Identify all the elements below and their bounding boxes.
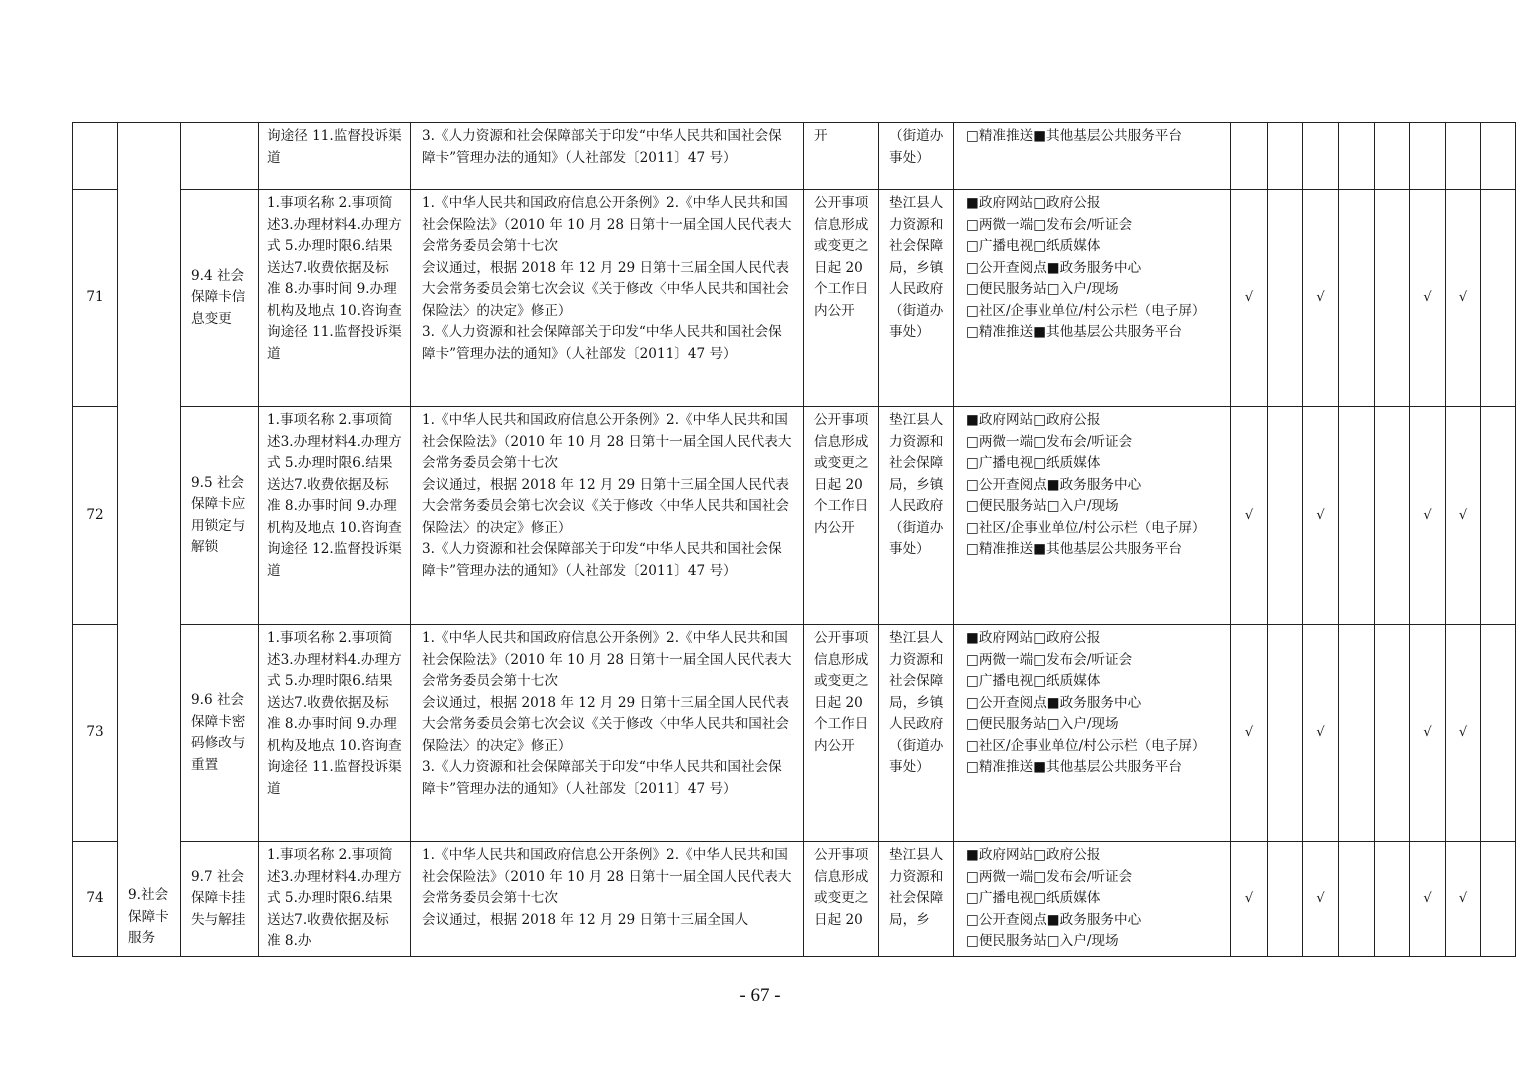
- disclosure-content-cell: 1.事项名称 2.事项简述3.办理材料4.办理方式 5.办理时限6.结果送达7.收费依据及标准 8.办事时间 9.办理机构及地点 10.咨询查询途径 11.监督投诉渠道: [259, 625, 411, 842]
- check-mark-cell: [1339, 407, 1375, 625]
- check-mark-cell: √: [1446, 842, 1481, 957]
- check-mark-cell: [1339, 842, 1375, 957]
- disclosure-channel-cell: [954, 842, 1231, 957]
- disclosure-time-cell: 公开事项信息形成或变更之日起 20: [804, 842, 879, 957]
- channel-line: □广播电视□纸质媒体: [966, 890, 1101, 906]
- row-number-cell: 71: [73, 190, 118, 407]
- disclosure-subject-cell: 垫江县人力资源和社会保障局，乡: [879, 842, 954, 957]
- check-mark-cell: √: [1231, 407, 1268, 625]
- channel-line: □精准推送■其他基层公共服务平台: [966, 541, 1182, 557]
- basis-paragraph: 1.《中华人民共和国政府信息公开条例》2.《中华人民共和国社会保险法》（2010 年 10 月 28 日第十一届全国人民代表大会常务委员会第十七次: [422, 847, 792, 906]
- check-mark-cell: [1481, 842, 1516, 957]
- check-mark-cell: √: [1410, 842, 1446, 957]
- check-mark-cell: √: [1446, 407, 1481, 625]
- channel-line: □两微一端□发布会/听证会: [966, 433, 1133, 450]
- table-row: [73, 190, 1516, 407]
- subcategory-cell: 9.7 社会保障卡挂失与解挂: [181, 842, 259, 957]
- check-mark-cell: [1375, 407, 1410, 625]
- check-mark-cell: [1410, 123, 1446, 190]
- table-row: [73, 842, 1516, 957]
- table-row: [73, 625, 1516, 842]
- channel-line: □便民服务站□入户/现场: [966, 933, 1119, 949]
- channel-line: □广播电视□纸质媒体: [966, 673, 1101, 689]
- check-mark-cell: √: [1303, 407, 1339, 625]
- basis-paragraph: 会议通过，根据 2018 年 12 月 29 日第十三届全国人民代表大会常务委员会第七次会议《关于修改〈中华人民共和国社会保险法〉的决定》修正）: [422, 476, 790, 536]
- subcategory-cell: 9.6 社会保障卡密码修改与重置: [181, 625, 259, 842]
- check-mark-cell: [1375, 842, 1410, 957]
- check-mark-cell: [1481, 625, 1516, 842]
- subcategory-cell: 9.4 社会保障卡信息变更: [181, 190, 259, 407]
- disclosure-channel-cell: [954, 123, 1231, 190]
- basis-paragraph: 3.《人力资源和社会保障部关于印发“中华人民共和国社会保障卡”管理办法的通知》（人社部发〔2011〕47 号）: [422, 541, 782, 579]
- check-mark-cell: [1446, 123, 1481, 190]
- disclosure-subject-cell: 垫江县人力资源和社会保障局，乡镇人民政府（街道办事处）: [879, 625, 954, 842]
- channel-line: □公开查阅点■政务服务中心: [966, 694, 1142, 711]
- disclosure-content-cell: 询途径 11.监督投诉渠道: [259, 123, 411, 190]
- table-row: [73, 123, 1516, 190]
- check-mark-cell: √: [1231, 625, 1268, 842]
- check-mark-cell: [1268, 625, 1303, 842]
- channel-line: □精准推送■其他基层公共服务平台: [966, 759, 1182, 775]
- channel-line: ■政府网站□政府公报: [966, 630, 1101, 646]
- page-number: - 67 -: [739, 985, 781, 1006]
- check-mark-cell: [1481, 407, 1516, 625]
- check-mark-cell: √: [1410, 407, 1446, 625]
- channel-line: □便民服务站□入户/现场: [966, 498, 1119, 514]
- channel-line: ■政府网站□政府公报: [966, 195, 1101, 211]
- disclosure-channel-cell: [954, 625, 1231, 842]
- channel-line: □精准推送■其他基层公共服务平台: [966, 324, 1182, 340]
- subcategory-cell: [181, 123, 259, 190]
- check-mark-cell: [1268, 123, 1303, 190]
- check-mark-cell: [1375, 123, 1410, 190]
- disclosure-subject-cell: （街道办事处）: [879, 123, 954, 190]
- row-number-cell: 72: [73, 407, 118, 625]
- check-mark-cell: [1303, 123, 1339, 190]
- channel-line: □两微一端□发布会/听证会: [966, 651, 1133, 668]
- check-mark-cell: √: [1446, 190, 1481, 407]
- disclosure-subject-cell: 垫江县人力资源和社会保障局，乡镇人民政府（街道办事处）: [879, 407, 954, 625]
- check-mark-cell: √: [1303, 842, 1339, 957]
- disclosure-channel-cell: [954, 190, 1231, 407]
- channel-line: □两微一端□发布会/听证会: [966, 216, 1133, 233]
- disclosure-content-cell: 1.事项名称 2.事项简述3.办理材料4.办理方式 5.办理时限6.结果送达7.收费依据及标准 8.办事时间 9.办理机构及地点 10.咨询查询途径 11.监督投诉渠道: [259, 190, 411, 407]
- disclosure-time-cell: 公开事项信息形成或变更之日起 20 个工作日内公开: [804, 407, 879, 625]
- disclosure-table: [72, 122, 1516, 957]
- check-mark-cell: [1339, 625, 1375, 842]
- check-mark-cell: √: [1446, 625, 1481, 842]
- check-mark-cell: [1375, 625, 1410, 842]
- basis-paragraph: 会议通过，根据 2018 年 12 月 29 日第十三届全国人: [422, 911, 749, 928]
- row-number-cell: 73: [73, 625, 118, 842]
- check-mark-cell: [1268, 842, 1303, 957]
- check-mark-cell: √: [1410, 625, 1446, 842]
- channel-line: ■政府网站□政府公报: [966, 412, 1101, 428]
- basis-paragraph: 3.《人力资源和社会保障部关于印发“中华人民共和国社会保障卡”管理办法的通知》（人社部发〔2011〕47 号）: [422, 759, 782, 797]
- check-mark-cell: [1268, 190, 1303, 407]
- channel-line: □广播电视□纸质媒体: [966, 238, 1101, 254]
- channel-line: □便民服务站□入户/现场: [966, 281, 1119, 297]
- channel-line: ■政府网站□政府公报: [966, 847, 1101, 863]
- channel-line: □社区/企事业单位/村公示栏（电子屏）: [966, 302, 1206, 319]
- disclosure-channel-cell: [954, 407, 1231, 625]
- check-mark-cell: [1375, 190, 1410, 407]
- channel-line: □公开查阅点■政务服务中心: [966, 259, 1142, 276]
- check-mark-cell: √: [1231, 190, 1268, 407]
- disclosure-basis-cell: [411, 190, 804, 407]
- row-number-cell: [73, 123, 118, 190]
- disclosure-time-cell: 开: [804, 123, 879, 190]
- check-mark-cell: √: [1303, 190, 1339, 407]
- basis-paragraph: 3.《人力资源和社会保障部关于印发“中华人民共和国社会保障卡”管理办法的通知》（人社部发〔2011〕47 号）: [422, 128, 782, 166]
- check-mark-cell: [1481, 190, 1516, 407]
- channel-line: □两微一端□发布会/听证会: [966, 868, 1133, 885]
- row-number-cell: 74: [73, 842, 118, 957]
- disclosure-subject-cell: 垫江县人力资源和社会保障局，乡镇人民政府（街道办事处）: [879, 190, 954, 407]
- disclosure-basis-cell: [411, 625, 804, 842]
- disclosure-basis-cell: [411, 407, 804, 625]
- channel-line: □便民服务站□入户/现场: [966, 716, 1119, 732]
- channel-line: □公开查阅点■政务服务中心: [966, 476, 1142, 493]
- check-mark-cell: √: [1410, 190, 1446, 407]
- disclosure-content-cell: 1.事项名称 2.事项简述3.办理材料4.办理方式 5.办理时限6.结果送达7.收费依据及标准 8.办事时间 9.办理机构及地点 10.咨询查询途径 12.监督投诉渠道: [259, 407, 411, 625]
- basis-paragraph: 会议通过，根据 2018 年 12 月 29 日第十三届全国人民代表大会常务委员会第七次会议《关于修改〈中华人民共和国社会保险法〉的决定》修正）: [422, 259, 790, 319]
- check-mark-cell: [1268, 407, 1303, 625]
- check-mark-cell: √: [1231, 842, 1268, 957]
- disclosure-time-cell: 公开事项信息形成或变更之日起 20 个工作日内公开: [804, 190, 879, 407]
- disclosure-basis-cell: [411, 123, 804, 190]
- basis-paragraph: 会议通过，根据 2018 年 12 月 29 日第十三届全国人民代表大会常务委员会第七次会议《关于修改〈中华人民共和国社会保险法〉的决定》修正）: [422, 694, 790, 754]
- disclosure-time-cell: 公开事项信息形成或变更之日起 20 个工作日内公开: [804, 625, 879, 842]
- basis-paragraph: 1.《中华人民共和国政府信息公开条例》2.《中华人民共和国社会保险法》（2010 年 10 月 28 日第十一届全国人民代表大会常务委员会第十七次: [422, 630, 792, 689]
- check-mark-cell: [1339, 123, 1375, 190]
- channel-line: □社区/企事业单位/村公示栏（电子屏）: [966, 737, 1206, 754]
- channel-line: □社区/企事业单位/村公示栏（电子屏）: [966, 519, 1206, 536]
- check-mark-cell: [1481, 123, 1516, 190]
- channel-line: □精准推送■其他基层公共服务平台: [966, 128, 1182, 144]
- check-mark-cell: [1339, 190, 1375, 407]
- channel-line: □广播电视□纸质媒体: [966, 455, 1101, 471]
- basis-paragraph: 3.《人力资源和社会保障部关于印发“中华人民共和国社会保障卡”管理办法的通知》（人社部发〔2011〕47 号）: [422, 324, 782, 362]
- check-mark-cell: √: [1303, 625, 1339, 842]
- disclosure-content-cell: 1.事项名称 2.事项简述3.办理材料4.办理方式 5.办理时限6.结果送达7.收费依据及标准 8.办: [259, 842, 411, 957]
- disclosure-basis-cell: [411, 842, 804, 957]
- subcategory-cell: 9.5 社会保障卡应用锁定与解锁: [181, 407, 259, 625]
- table-row: [73, 407, 1516, 625]
- channel-line: □公开查阅点■政务服务中心: [966, 911, 1142, 928]
- category-cell: 9.社会保障卡服务: [118, 123, 181, 957]
- check-mark-cell: [1231, 123, 1268, 190]
- basis-paragraph: 1.《中华人民共和国政府信息公开条例》2.《中华人民共和国社会保险法》（2010 年 10 月 28 日第十一届全国人民代表大会常务委员会第十七次: [422, 412, 792, 471]
- basis-paragraph: 1.《中华人民共和国政府信息公开条例》2.《中华人民共和国社会保险法》（2010 年 10 月 28 日第十一届全国人民代表大会常务委员会第十七次: [422, 195, 792, 254]
